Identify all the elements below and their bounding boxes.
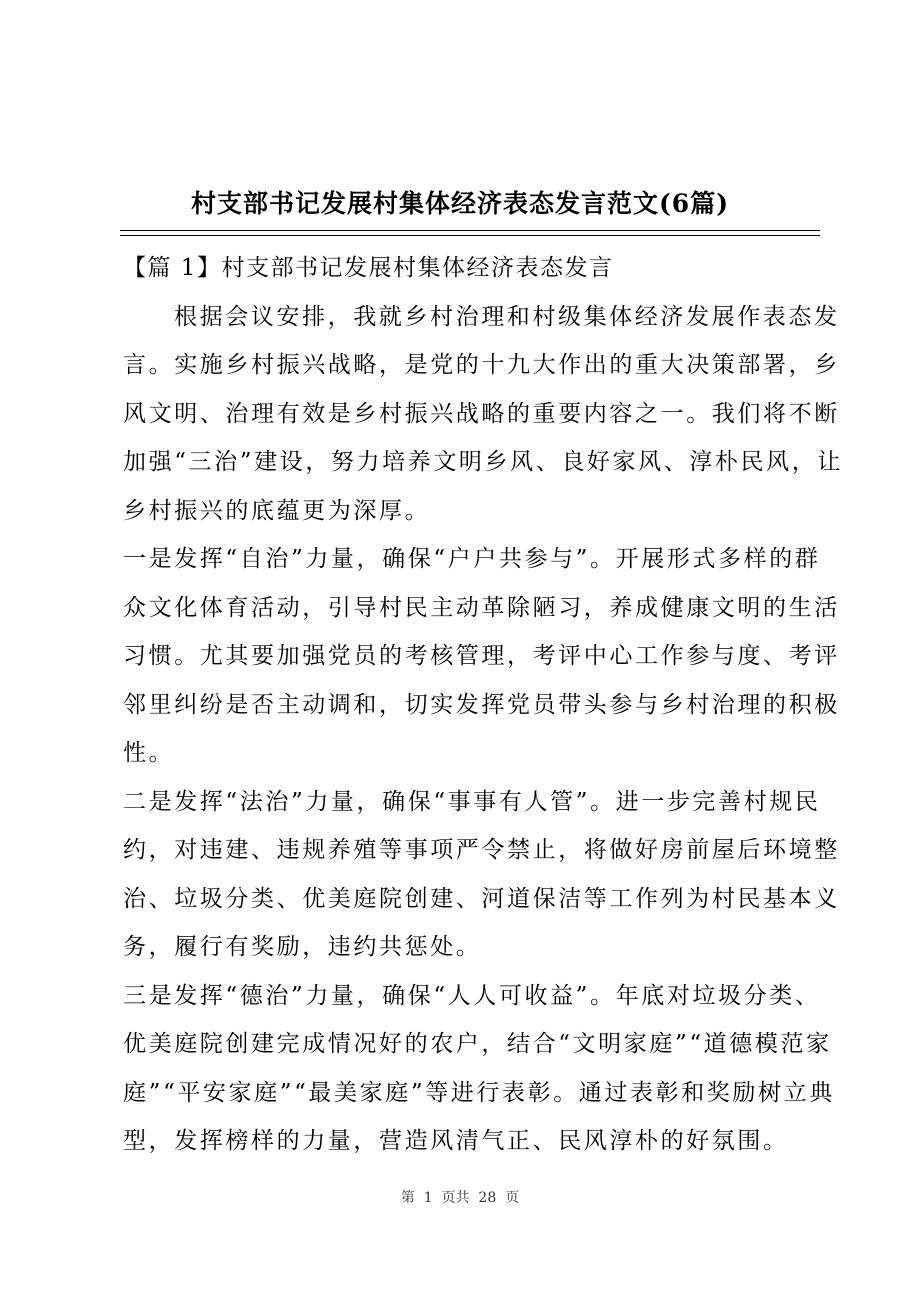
title-double-rule-bottom: [120, 235, 820, 236]
section-heading: 【篇 1】村支部书记发展村集体经济表态发言: [123, 255, 614, 281]
paragraph-point-3: 三是发挥“德治”力量，确保“人人可收益”。年底对垃圾分类、优美庭院创建完成情况好的农户，结合“文明家庭”“道德模范家庭”“平安家庭”“最美家庭”等进行表彰。通过表彰和奖励树立典型，发挥榜样的力量，营造风清气正、民风淳朴的好氛围。: [123, 982, 835, 1154]
paragraph-intro: 根据会议安排，我就乡村治理和村级集体经济发展作表态发言。实施乡村振兴战略，是党的十九大作出的重大决策部署，乡风文明、治理有效是乡村振兴战略的重要内容之一。我们将不断加强“三治”建设，努力培养文明乡风、良好家风、淳朴民风，让乡村振兴的底蕴更为深厚。: [123, 303, 843, 524]
page-number-footer: 第 1 页共 28 页: [400, 1190, 520, 1206]
document-body: [123, 244, 843, 1166]
paragraph-point-2: 二是发挥“法治”力量，确保“事事有人管”。进一步完善村规民约，对违建、违规养殖等事项严令禁止，将做好房前屋后环境整治、垃圾分类、优美庭院创建、河道保洁等工作列为村民基本义务，履行有奖励，违约共惩处。: [123, 788, 840, 960]
document-title: 村支部书记发展村集体经济表态发言范文(6篇): [190, 189, 730, 218]
paragraph-point-1: 一是发挥“自治”力量，确保“户户共参与”。开展形式多样的群众文化体育活动，引导村民主动革除陋习，养成健康文明的生活习惯。尤其要加强党员的考核管理，考评中心工作参与度、考评邻里纠纷是否主动调和，切实发挥党员带头参与乡村治理的积极性。: [123, 546, 840, 766]
title-double-rule-top: [120, 230, 820, 231]
